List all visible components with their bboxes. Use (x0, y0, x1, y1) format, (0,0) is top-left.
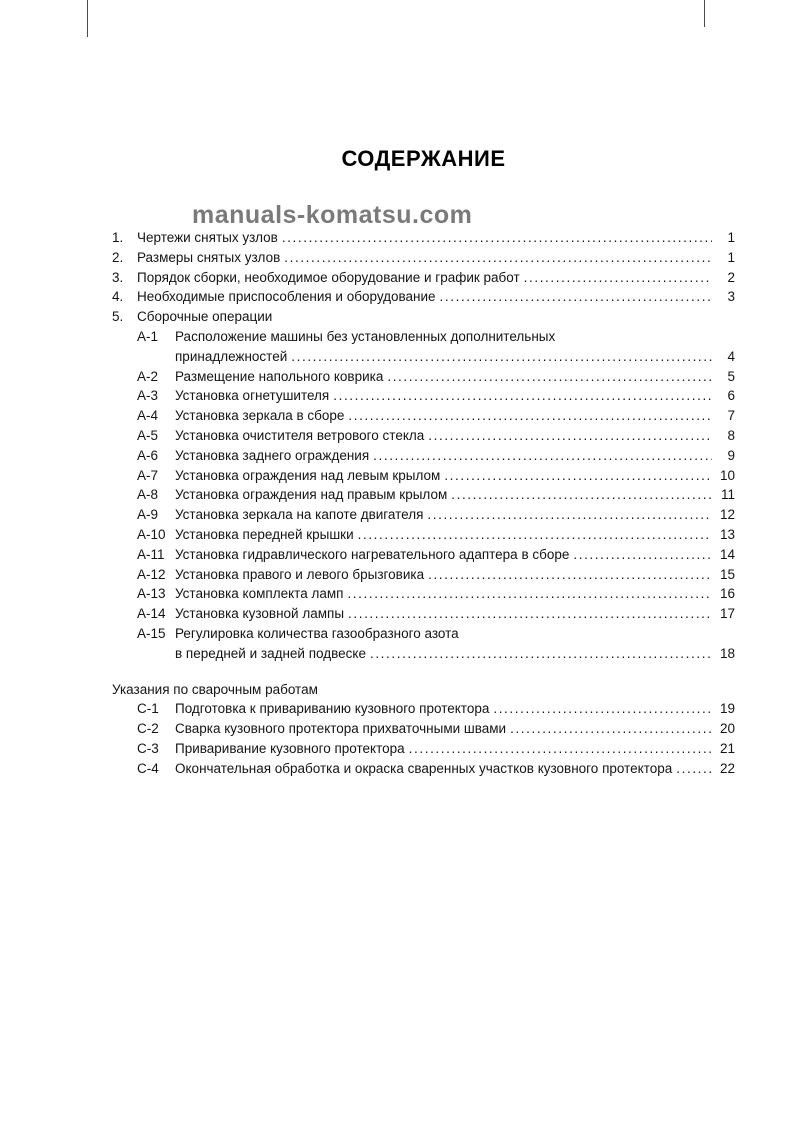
toc-entry (137, 327, 735, 367)
toc-assembly-items (112, 327, 735, 664)
dotted-leader (373, 446, 712, 466)
page-number: 2 (727, 269, 735, 285)
toc-entry-line (175, 347, 735, 367)
toc-entry-line (137, 268, 735, 288)
toc-entry-line (137, 248, 735, 268)
toc-entry-number: 2. (112, 249, 124, 265)
toc-entry-line (175, 644, 735, 664)
page-number: 9 (727, 447, 735, 463)
toc-entry (137, 485, 735, 505)
toc-entry-number: 5. (112, 309, 124, 325)
dotted-leader (510, 719, 712, 739)
toc-entry-line (175, 739, 735, 759)
toc-entry (137, 699, 735, 719)
toc-entry-number: 1. (112, 230, 124, 245)
toc-entry-body (175, 604, 735, 624)
toc-entry-line (175, 759, 735, 779)
toc-entry (137, 367, 735, 387)
toc-entry-text: Регулировка количества газообразного азота (175, 625, 459, 641)
toc-entry-text: Установка огнетушителя (175, 388, 330, 404)
page-number: 15 (719, 566, 735, 582)
toc-entry-line (175, 367, 735, 387)
toc-entry-body (175, 406, 735, 426)
toc-entry-body (175, 545, 735, 565)
page-number: 22 (719, 760, 735, 776)
toc-entry (137, 584, 735, 604)
toc-entry-body (175, 624, 735, 664)
toc-entry-code: А-2 (137, 368, 159, 384)
toc-entry-text: Чертежи снятых узлов (137, 230, 278, 245)
toc-entry (137, 406, 735, 426)
toc-entry-line (175, 565, 735, 585)
toc-entry-line (175, 604, 735, 624)
toc-entry (137, 739, 735, 759)
toc-entry-text: Установка правого и левого брызговика (175, 566, 425, 582)
toc-entry-text: Сборочные операции (137, 309, 273, 325)
toc-entry-body (175, 367, 735, 387)
toc-entry (112, 287, 735, 307)
toc-entry-line (175, 386, 735, 406)
toc-entry (137, 525, 735, 545)
toc-entry-body (175, 739, 735, 759)
page-number: 5 (727, 368, 735, 384)
toc-entry-line (137, 287, 735, 307)
page-number: 13 (719, 526, 735, 542)
dotted-leader (358, 525, 712, 545)
toc-entry-number: 3. (112, 269, 124, 285)
dotted-leader (440, 287, 712, 307)
toc-entry-code: А-8 (137, 487, 159, 503)
toc-entry-body (175, 699, 735, 719)
dotted-leader (676, 759, 712, 779)
toc-entry-body (137, 268, 735, 288)
toc-main-items (112, 228, 735, 327)
toc-entry-text: Установка кузовной лампы (175, 606, 345, 622)
toc-entry-body (175, 386, 735, 406)
toc-entry-code: А-9 (137, 507, 159, 523)
toc-entry-body (175, 719, 735, 739)
toc-entry-text: Размеры снятых узлов (137, 249, 281, 265)
dotted-leader (427, 505, 712, 525)
toc-entry-text: Расположение машины без установленных дополнительных (175, 328, 556, 344)
page-number: 17 (719, 606, 735, 622)
toc-entry (137, 604, 735, 624)
toc-entry-text: Необходимые приспособления и оборудование (137, 289, 436, 305)
dotted-leader (333, 386, 712, 406)
toc-entry-line (175, 505, 735, 525)
scan-artifact-right (704, 0, 705, 27)
toc-entry (112, 248, 735, 268)
toc-entry-line (137, 307, 735, 327)
toc-entry-code: А-5 (137, 427, 159, 443)
page-number: 18 (719, 645, 735, 661)
page-number: 21 (719, 740, 735, 756)
page-number: 12 (719, 507, 735, 523)
dotted-leader (387, 367, 712, 387)
toc-entry-body (175, 525, 735, 545)
toc-entry-text: в передней и задней подвеске (175, 645, 366, 661)
page-number: 8 (727, 427, 735, 443)
toc-entry (112, 307, 735, 327)
toc-entry-line (175, 446, 735, 466)
toc-entry-line (175, 584, 735, 604)
toc-entry (137, 426, 735, 446)
toc-entry-line (175, 406, 735, 426)
toc-entry-code: А-13 (137, 586, 166, 602)
toc-entry-text: Установка заднего ограждения (175, 447, 370, 463)
dotted-leader (493, 699, 712, 719)
dotted-leader (428, 426, 712, 446)
dotted-leader (284, 248, 712, 268)
toc-entry-text: Порядок сборки, необходимое оборудование и график работ (137, 269, 520, 285)
dotted-leader (282, 228, 712, 248)
toc-entry-code: А-10 (137, 526, 166, 542)
toc-welding-items (112, 699, 735, 778)
page-number: 1 (727, 249, 735, 265)
page-number: 6 (727, 388, 735, 404)
page-number: 14 (719, 546, 735, 562)
toc-entry-text: Установка зеркала в сборе (175, 408, 345, 424)
toc-entry-body (175, 485, 735, 505)
dotted-leader (348, 604, 712, 624)
page-number: 11 (720, 487, 735, 503)
page-number: 1 (727, 230, 735, 245)
table-of-contents (112, 228, 735, 779)
toc-entry-line (175, 525, 735, 545)
page-number: 3 (727, 289, 735, 305)
toc-entry-line (175, 485, 735, 505)
toc-entry-text: Окончательная обработка и окраска сваренных участков кузовного протектора (175, 760, 673, 776)
toc-entry-body (175, 759, 735, 779)
toc-entry (137, 505, 735, 525)
toc-entry-text: Установка ограждения над левым крылом (175, 467, 441, 483)
dotted-leader (370, 644, 712, 664)
toc-entry-code: А-6 (137, 447, 159, 463)
toc-entry-line (175, 327, 735, 347)
dotted-leader (428, 565, 712, 585)
toc-entry-line (175, 624, 735, 644)
toc-entry-code: А-15 (137, 625, 166, 641)
toc-entry-body (175, 426, 735, 446)
toc-entry-text: Установка передней крышки (175, 526, 354, 542)
toc-entry (112, 268, 735, 288)
page-number: 7 (727, 408, 735, 424)
toc-entry-text: Размещение напольного коврика (175, 368, 384, 384)
toc-entry-text: Приваривание кузовного протектора (175, 740, 405, 756)
page-number: 10 (719, 467, 735, 483)
toc-entry-body (137, 248, 735, 268)
toc-entry-line (175, 699, 735, 719)
toc-entry (137, 624, 735, 664)
toc-entry (137, 386, 735, 406)
toc-entry-text: принадлежностей (175, 348, 288, 364)
toc-entry-code: А-14 (137, 606, 166, 622)
watermark-text: manuals-komatsu.com (192, 201, 473, 229)
toc-entry-code: А-7 (137, 467, 159, 483)
toc-entry-body (175, 327, 735, 367)
page-title: СОДЕРЖАНИЕ (341, 146, 506, 171)
toc-entry-body (175, 565, 735, 585)
toc-entry (137, 565, 735, 585)
toc-entry-number: 4. (112, 289, 124, 305)
toc-entry (137, 466, 735, 486)
toc-entry-body (175, 446, 735, 466)
toc-entry-line (175, 719, 735, 739)
toc-entry-text: Установка комплекта ламп (175, 586, 344, 602)
page-number: 19 (719, 701, 735, 717)
scan-artifact-left (87, 0, 88, 37)
toc-entry-body (175, 466, 735, 486)
toc-entry-line (175, 426, 735, 446)
toc-entry-code: А-1 (137, 328, 159, 344)
dotted-leader (573, 545, 712, 565)
dotted-leader (348, 406, 712, 426)
toc-entry-text: Установка ограждения над правым крылом (175, 487, 448, 503)
toc-entry (137, 545, 735, 565)
dotted-leader (347, 584, 712, 604)
toc-entry (137, 719, 735, 739)
toc-entry-body (137, 228, 735, 248)
toc-entry-body (137, 287, 735, 307)
dotted-leader (451, 485, 712, 505)
dotted-leader (409, 739, 712, 759)
toc-entry-code: А-12 (137, 566, 166, 582)
toc-entry (112, 228, 735, 248)
toc-entry (137, 759, 735, 779)
toc-entry-line (175, 466, 735, 486)
toc-entry-body (175, 584, 735, 604)
toc-entry-text: Установка гидравлического нагревательного адаптера в сборе (175, 546, 570, 562)
toc-entry-code: С-3 (137, 740, 159, 756)
toc-entry-text: Установка зеркала на капоте двигателя (175, 507, 424, 523)
dotted-leader (524, 268, 712, 288)
toc-entry-text: Установка очистителя ветрового стекла (175, 427, 425, 443)
page-number: 16 (719, 586, 735, 602)
welding-section-title: Указания по сварочным работам (112, 681, 318, 697)
toc-entry-code: С-1 (137, 701, 159, 717)
toc-entry-code: С-2 (137, 721, 159, 737)
page-number: 20 (719, 721, 735, 737)
dotted-leader (291, 347, 712, 367)
toc-entry-code: А-11 (137, 546, 165, 562)
toc-entry-body (175, 505, 735, 525)
page-number: 4 (727, 348, 735, 364)
toc-entry-line (137, 228, 735, 248)
dotted-leader (444, 466, 712, 486)
toc-entry (137, 446, 735, 466)
toc-entry-code: А-3 (137, 388, 159, 404)
toc-entry-code: А-4 (137, 408, 159, 424)
toc-entry-text: Подготовка к привариванию кузовного протектора (175, 701, 490, 717)
toc-entry-text: Сварка кузовного протектора прихваточными швами (175, 721, 507, 737)
toc-entry-body (137, 307, 735, 327)
toc-entry-line (175, 545, 735, 565)
toc-entry-code: С-4 (137, 760, 159, 776)
